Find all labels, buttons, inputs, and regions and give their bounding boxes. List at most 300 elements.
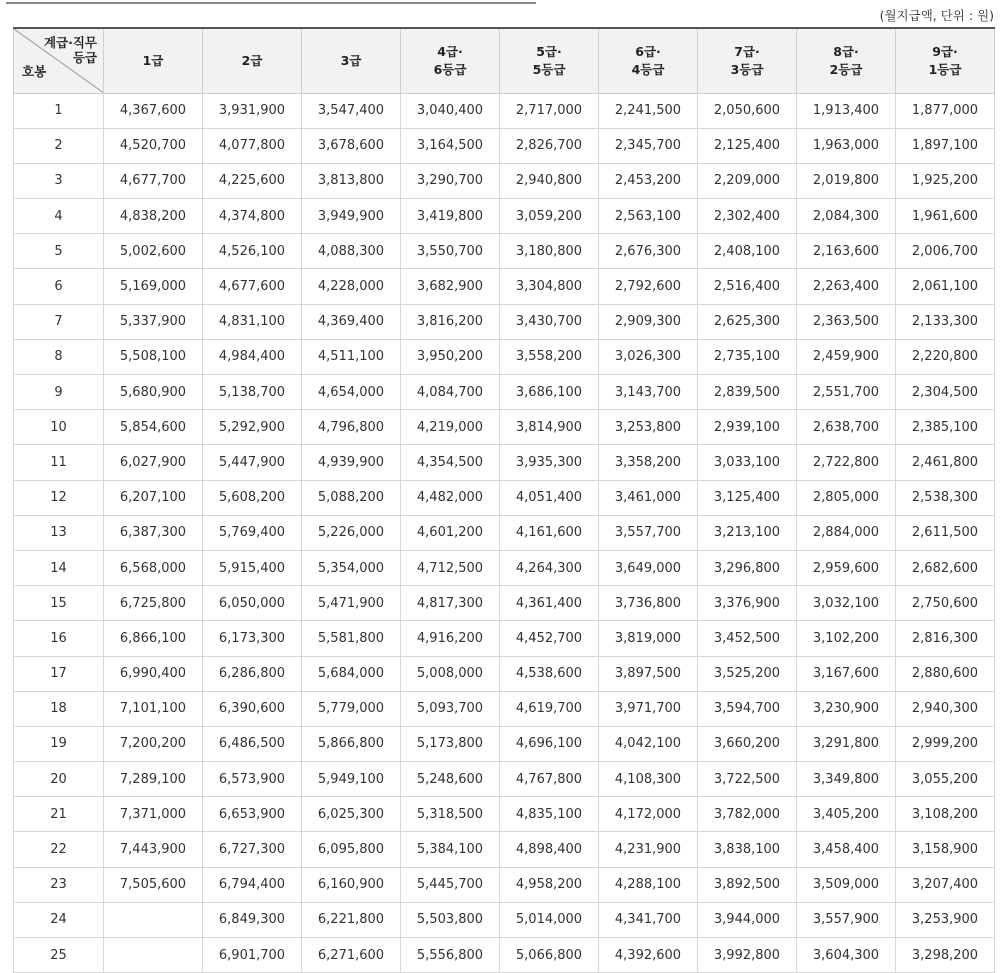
salary-cell: 5,248,600: [401, 762, 500, 797]
salary-cell: 6,390,600: [203, 691, 302, 726]
salary-cell: 2,999,200: [896, 726, 995, 761]
salary-cell: 5,093,700: [401, 691, 500, 726]
step-cell: 2: [14, 128, 104, 163]
salary-cell: 3,892,500: [698, 867, 797, 902]
salary-cell: 3,158,900: [896, 832, 995, 867]
salary-cell: 2,880,600: [896, 656, 995, 691]
salary-cell: 2,304,500: [896, 375, 995, 410]
salary-cell: 3,349,800: [797, 762, 896, 797]
salary-cell: 6,221,800: [302, 902, 401, 937]
table-row: [14, 902, 995, 937]
salary-cell: 3,419,800: [401, 199, 500, 234]
salary-cell: 3,298,200: [896, 938, 995, 973]
salary-cell: 3,040,400: [401, 93, 500, 128]
step-cell: 10: [14, 410, 104, 445]
salary-cell: 3,452,500: [698, 621, 797, 656]
salary-cell: 6,286,800: [203, 656, 302, 691]
salary-cell: 3,164,500: [401, 128, 500, 163]
step-cell: 8: [14, 339, 104, 374]
salary-cell: 3,971,700: [599, 691, 698, 726]
salary-cell: 2,826,700: [500, 128, 599, 163]
salary-cell: 3,290,700: [401, 163, 500, 198]
salary-cell: 3,557,900: [797, 902, 896, 937]
salary-cell: 6,025,300: [302, 797, 401, 832]
corner-label-rank: 등급: [72, 50, 97, 65]
salary-cell: 3,604,300: [797, 938, 896, 973]
step-cell: 25: [14, 938, 104, 973]
salary-cell: 4,042,100: [599, 726, 698, 761]
column-header-line1: 4급·: [437, 43, 463, 59]
salary-cell: 1,963,000: [797, 128, 896, 163]
salary-cell: 4,520,700: [104, 128, 203, 163]
salary-cell: 2,050,600: [698, 93, 797, 128]
salary-cell: 2,163,600: [797, 234, 896, 269]
salary-cell: 4,511,100: [302, 339, 401, 374]
column-header: [104, 28, 203, 93]
corner-label-step: 호봉: [22, 63, 47, 79]
salary-cell: 4,077,800: [203, 128, 302, 163]
salary-cell: 4,374,800: [203, 199, 302, 234]
salary-cell: 5,915,400: [203, 550, 302, 585]
salary-cell: 6,727,300: [203, 832, 302, 867]
salary-cell: 3,509,000: [797, 867, 896, 902]
table-row: [14, 726, 995, 761]
salary-cell: 5,088,200: [302, 480, 401, 515]
step-cell: 3: [14, 163, 104, 198]
step-cell: 24: [14, 902, 104, 937]
salary-cell: 3,950,200: [401, 339, 500, 374]
salary-cell: 6,653,900: [203, 797, 302, 832]
salary-cell: 6,794,400: [203, 867, 302, 902]
salary-cell: 5,503,800: [401, 902, 500, 937]
salary-cell: 3,816,200: [401, 304, 500, 339]
salary-cell: 6,568,000: [104, 550, 203, 585]
salary-cell: 4,526,100: [203, 234, 302, 269]
salary-cell: 4,084,700: [401, 375, 500, 410]
table-row: [14, 656, 995, 691]
salary-cell: 1,961,600: [896, 199, 995, 234]
salary-cell: 2,940,300: [896, 691, 995, 726]
salary-cell: 4,225,600: [203, 163, 302, 198]
table-row: [14, 762, 995, 797]
column-header-line2: 3등급: [730, 61, 764, 77]
salary-cell: 5,949,100: [302, 762, 401, 797]
salary-cell: 2,939,100: [698, 410, 797, 445]
salary-cell: 5,008,000: [401, 656, 500, 691]
salary-cell: 1,877,000: [896, 93, 995, 128]
salary-cell: 2,682,600: [896, 550, 995, 585]
salary-cell: 2,061,100: [896, 269, 995, 304]
salary-cell: 4,361,400: [500, 586, 599, 621]
step-cell: 9: [14, 375, 104, 410]
salary-cell: 2,006,700: [896, 234, 995, 269]
table-row: [14, 832, 995, 867]
step-cell: 5: [14, 234, 104, 269]
column-header-line2: 6등급: [433, 61, 467, 77]
unit-note: (월지급액, 단위 : 원): [879, 8, 994, 23]
salary-cell: 1,913,400: [797, 93, 896, 128]
table-row: [14, 234, 995, 269]
salary-cell: 2,459,900: [797, 339, 896, 374]
salary-cell: 3,547,400: [302, 93, 401, 128]
step-cell: 23: [14, 867, 104, 902]
salary-cell: 5,854,600: [104, 410, 203, 445]
table-row: [14, 621, 995, 656]
salary-cell: 4,219,000: [401, 410, 500, 445]
salary-cell: 4,835,100: [500, 797, 599, 832]
salary-cell: 2,385,100: [896, 410, 995, 445]
salary-cell: 3,458,400: [797, 832, 896, 867]
table-row: [14, 445, 995, 480]
salary-cell: 5,769,400: [203, 515, 302, 550]
salary-cell: 5,384,100: [401, 832, 500, 867]
table-row: [14, 938, 995, 973]
table-row: [14, 691, 995, 726]
salary-cell: 5,014,000: [500, 902, 599, 937]
step-cell: 21: [14, 797, 104, 832]
salary-cell: 3,525,200: [698, 656, 797, 691]
salary-cell: 6,725,800: [104, 586, 203, 621]
salary-cell: 5,292,900: [203, 410, 302, 445]
salary-cell: 4,288,100: [599, 867, 698, 902]
table-row: [14, 410, 995, 445]
salary-cell: 3,253,800: [599, 410, 698, 445]
column-header-line2: 5등급: [532, 61, 566, 77]
column-header-line1: 5급·: [536, 43, 562, 59]
salary-cell: 2,084,300: [797, 199, 896, 234]
salary-cell: 3,558,200: [500, 339, 599, 374]
salary-cell: 6,095,800: [302, 832, 401, 867]
salary-cell: 7,200,200: [104, 726, 203, 761]
salary-cell: 3,594,700: [698, 691, 797, 726]
salary-cell: 2,816,300: [896, 621, 995, 656]
salary-cell: 3,935,300: [500, 445, 599, 480]
salary-cell: 6,050,000: [203, 586, 302, 621]
salary-cell: 2,461,800: [896, 445, 995, 480]
salary-cell: 2,735,100: [698, 339, 797, 374]
column-header: [500, 28, 599, 93]
salary-cell: 3,430,700: [500, 304, 599, 339]
salary-cell: 5,226,000: [302, 515, 401, 550]
salary-cell: 2,884,000: [797, 515, 896, 550]
table-row: [14, 199, 995, 234]
table-row: [14, 163, 995, 198]
salary-cell: 3,253,900: [896, 902, 995, 937]
salary-cell: 4,601,200: [401, 515, 500, 550]
salary-cell: 5,002,600: [104, 234, 203, 269]
table-row: [14, 797, 995, 832]
salary-cell: 5,138,700: [203, 375, 302, 410]
column-header-line1: 1급: [142, 52, 164, 68]
table-row: [14, 128, 995, 163]
salary-cell: 7,101,100: [104, 691, 203, 726]
salary-cell: 4,817,300: [401, 586, 500, 621]
step-cell: 17: [14, 656, 104, 691]
salary-cell: 4,677,700: [104, 163, 203, 198]
salary-cell: 3,557,700: [599, 515, 698, 550]
salary-cell: 2,408,100: [698, 234, 797, 269]
salary-cell: 6,901,700: [203, 938, 302, 973]
salary-cell: 2,516,400: [698, 269, 797, 304]
salary-cell: 2,263,400: [797, 269, 896, 304]
column-header-line1: 3급: [340, 52, 362, 68]
salary-cell: 4,984,400: [203, 339, 302, 374]
salary-cell: 2,839,500: [698, 375, 797, 410]
step-cell: 19: [14, 726, 104, 761]
column-header: [797, 28, 896, 93]
salary-cell: 4,619,700: [500, 691, 599, 726]
salary-cell: 6,160,900: [302, 867, 401, 902]
salary-cell: 4,264,300: [500, 550, 599, 585]
step-cell: 1: [14, 93, 104, 128]
salary-cell: 2,538,300: [896, 480, 995, 515]
column-header-line1: 8급·: [833, 43, 859, 59]
salary-cell: 2,940,800: [500, 163, 599, 198]
table-row: [14, 339, 995, 374]
step-cell: 7: [14, 304, 104, 339]
salary-cell: 5,684,000: [302, 656, 401, 691]
salary-cell: 5,581,800: [302, 621, 401, 656]
salary-cell: 2,220,800: [896, 339, 995, 374]
step-cell: 11: [14, 445, 104, 480]
salary-cell: 3,686,100: [500, 375, 599, 410]
salary-cell: 4,838,200: [104, 199, 203, 234]
salary-cell: 2,750,600: [896, 586, 995, 621]
salary-cell: 3,838,100: [698, 832, 797, 867]
salary-cell: 3,167,600: [797, 656, 896, 691]
salary-cell: 5,556,800: [401, 938, 500, 973]
column-header-line2: 1등급: [928, 61, 962, 77]
salary-cell: 5,354,000: [302, 550, 401, 585]
salary-cell: 2,133,300: [896, 304, 995, 339]
salary-cell: 5,471,900: [302, 586, 401, 621]
salary-cell: 4,369,400: [302, 304, 401, 339]
salary-cell: 4,392,600: [599, 938, 698, 973]
salary-cell: 3,813,800: [302, 163, 401, 198]
salary-cell: 6,573,900: [203, 762, 302, 797]
salary-cell: 7,371,000: [104, 797, 203, 832]
salary-cell: 4,654,000: [302, 375, 401, 410]
column-header: [302, 28, 401, 93]
salary-cell: 2,345,700: [599, 128, 698, 163]
salary-cell: 4,088,300: [302, 234, 401, 269]
salary-cell: 4,696,100: [500, 726, 599, 761]
salary-cell: 6,271,600: [302, 938, 401, 973]
salary-cell: 3,649,000: [599, 550, 698, 585]
salary-cell: 6,387,300: [104, 515, 203, 550]
salary-cell: 5,445,700: [401, 867, 500, 902]
salary-cell: 6,486,500: [203, 726, 302, 761]
salary-cell: 4,228,000: [302, 269, 401, 304]
salary-cell: 3,033,100: [698, 445, 797, 480]
salary-cell: 6,207,100: [104, 480, 203, 515]
salary-cell: 2,805,000: [797, 480, 896, 515]
salary-cell: 3,722,500: [698, 762, 797, 797]
table-row: [14, 550, 995, 585]
salary-cell: 3,660,200: [698, 726, 797, 761]
table-row: [14, 480, 995, 515]
salary-cell: 3,055,200: [896, 762, 995, 797]
salary-cell: 3,678,600: [302, 128, 401, 163]
salary-cell: 3,213,100: [698, 515, 797, 550]
salary-cell: 3,782,000: [698, 797, 797, 832]
salary-cell: 2,241,500: [599, 93, 698, 128]
table-row: [14, 375, 995, 410]
salary-cell: 2,792,600: [599, 269, 698, 304]
table-body: [14, 93, 995, 973]
salary-cell: [104, 902, 203, 937]
salary-cell: 3,949,900: [302, 199, 401, 234]
step-cell: 12: [14, 480, 104, 515]
salary-cell: 3,291,800: [797, 726, 896, 761]
salary-cell: 5,866,800: [302, 726, 401, 761]
salary-cell: 4,452,700: [500, 621, 599, 656]
salary-cell: 1,925,200: [896, 163, 995, 198]
salary-cell: 4,482,000: [401, 480, 500, 515]
salary-cell: 3,992,800: [698, 938, 797, 973]
salary-cell: 3,819,000: [599, 621, 698, 656]
column-header-line1: 7급·: [734, 43, 760, 59]
salary-cell: 5,608,200: [203, 480, 302, 515]
salary-cell: 4,958,200: [500, 867, 599, 902]
salary-cell: 3,550,700: [401, 234, 500, 269]
salary-cell: 3,897,500: [599, 656, 698, 691]
salary-cell: [104, 938, 203, 973]
salary-cell: 4,108,300: [599, 762, 698, 797]
salary-cell: 4,712,500: [401, 550, 500, 585]
salary-cell: 2,611,500: [896, 515, 995, 550]
table-row: [14, 867, 995, 902]
salary-cell: 3,944,000: [698, 902, 797, 937]
salary-cell: 4,538,600: [500, 656, 599, 691]
table-row: [14, 515, 995, 550]
salary-cell: 3,032,100: [797, 586, 896, 621]
salary-cell: 6,849,300: [203, 902, 302, 937]
salary-cell: 2,909,300: [599, 304, 698, 339]
salary-cell: 5,173,800: [401, 726, 500, 761]
salary-cell: 4,161,600: [500, 515, 599, 550]
salary-cell: 4,677,600: [203, 269, 302, 304]
column-header: [401, 28, 500, 93]
salary-cell: 2,209,000: [698, 163, 797, 198]
salary-cell: 4,939,900: [302, 445, 401, 480]
salary-cell: 2,363,500: [797, 304, 896, 339]
step-cell: 13: [14, 515, 104, 550]
salary-cell: 2,959,600: [797, 550, 896, 585]
salary-cell: 7,443,900: [104, 832, 203, 867]
column-header-line2: 4등급: [631, 61, 665, 77]
salary-cell: 2,302,400: [698, 199, 797, 234]
salary-cell: 2,717,000: [500, 93, 599, 128]
salary-cell: 2,551,700: [797, 375, 896, 410]
salary-cell: 3,180,800: [500, 234, 599, 269]
salary-cell: 3,296,800: [698, 550, 797, 585]
salary-cell: 2,563,100: [599, 199, 698, 234]
salary-cell: 5,680,900: [104, 375, 203, 410]
salary-cell: 4,898,400: [500, 832, 599, 867]
salary-cell: 3,102,200: [797, 621, 896, 656]
column-header: [698, 28, 797, 93]
table-row: [14, 93, 995, 128]
column-header: [599, 28, 698, 93]
step-cell: 6: [14, 269, 104, 304]
salary-cell: 2,453,200: [599, 163, 698, 198]
salary-cell: 3,358,200: [599, 445, 698, 480]
table-row: [14, 269, 995, 304]
salary-cell: 2,722,800: [797, 445, 896, 480]
salary-cell: 3,108,200: [896, 797, 995, 832]
salary-cell: 4,231,900: [599, 832, 698, 867]
salary-cell: 3,304,800: [500, 269, 599, 304]
salary-cell: 5,337,900: [104, 304, 203, 339]
salary-cell: 3,461,000: [599, 480, 698, 515]
salary-cell: 3,682,900: [401, 269, 500, 304]
salary-cell: 6,027,900: [104, 445, 203, 480]
step-cell: 4: [14, 199, 104, 234]
salary-cell: 2,125,400: [698, 128, 797, 163]
step-cell: 22: [14, 832, 104, 867]
salary-cell: 4,172,000: [599, 797, 698, 832]
step-cell: 20: [14, 762, 104, 797]
salary-cell: 6,866,100: [104, 621, 203, 656]
salary-table: [13, 27, 995, 973]
step-cell: 15: [14, 586, 104, 621]
salary-cell: 3,026,300: [599, 339, 698, 374]
table-header: [14, 28, 995, 93]
corner-header-cell: [14, 28, 104, 93]
salary-cell: 3,059,200: [500, 199, 599, 234]
cropped-heading-remnant: [6, 0, 536, 4]
salary-cell: 3,814,900: [500, 410, 599, 445]
step-cell: 14: [14, 550, 104, 585]
table-row: [14, 304, 995, 339]
column-header-line2: 2등급: [829, 61, 863, 77]
column-header-line1: 6급·: [635, 43, 661, 59]
corner-label-grade: 계급·직무: [43, 35, 97, 50]
salary-cell: 3,405,200: [797, 797, 896, 832]
salary-cell: 3,376,900: [698, 586, 797, 621]
salary-cell: 4,354,500: [401, 445, 500, 480]
salary-cell: 4,051,400: [500, 480, 599, 515]
salary-cell: 3,736,800: [599, 586, 698, 621]
salary-cell: 4,831,100: [203, 304, 302, 339]
salary-cell: 5,779,000: [302, 691, 401, 726]
salary-cell: 5,066,800: [500, 938, 599, 973]
salary-cell: 5,318,500: [401, 797, 500, 832]
column-header: [203, 28, 302, 93]
salary-cell: 5,508,100: [104, 339, 203, 374]
salary-cell: 4,341,700: [599, 902, 698, 937]
salary-cell: 3,143,700: [599, 375, 698, 410]
salary-cell: 2,676,300: [599, 234, 698, 269]
salary-cell: 5,169,000: [104, 269, 203, 304]
salary-cell: 5,447,900: [203, 445, 302, 480]
salary-cell: 3,230,900: [797, 691, 896, 726]
step-cell: 16: [14, 621, 104, 656]
salary-cell: 2,019,800: [797, 163, 896, 198]
salary-cell: 4,367,600: [104, 93, 203, 128]
column-header: [896, 28, 995, 93]
column-header-line1: 2급: [241, 52, 263, 68]
salary-cell: 4,767,800: [500, 762, 599, 797]
salary-cell: 4,916,200: [401, 621, 500, 656]
column-header-line1: 9급·: [932, 43, 958, 59]
salary-cell: 1,897,100: [896, 128, 995, 163]
salary-cell: 2,638,700: [797, 410, 896, 445]
salary-cell: 3,125,400: [698, 480, 797, 515]
salary-cell: 4,796,800: [302, 410, 401, 445]
salary-cell: 7,289,100: [104, 762, 203, 797]
